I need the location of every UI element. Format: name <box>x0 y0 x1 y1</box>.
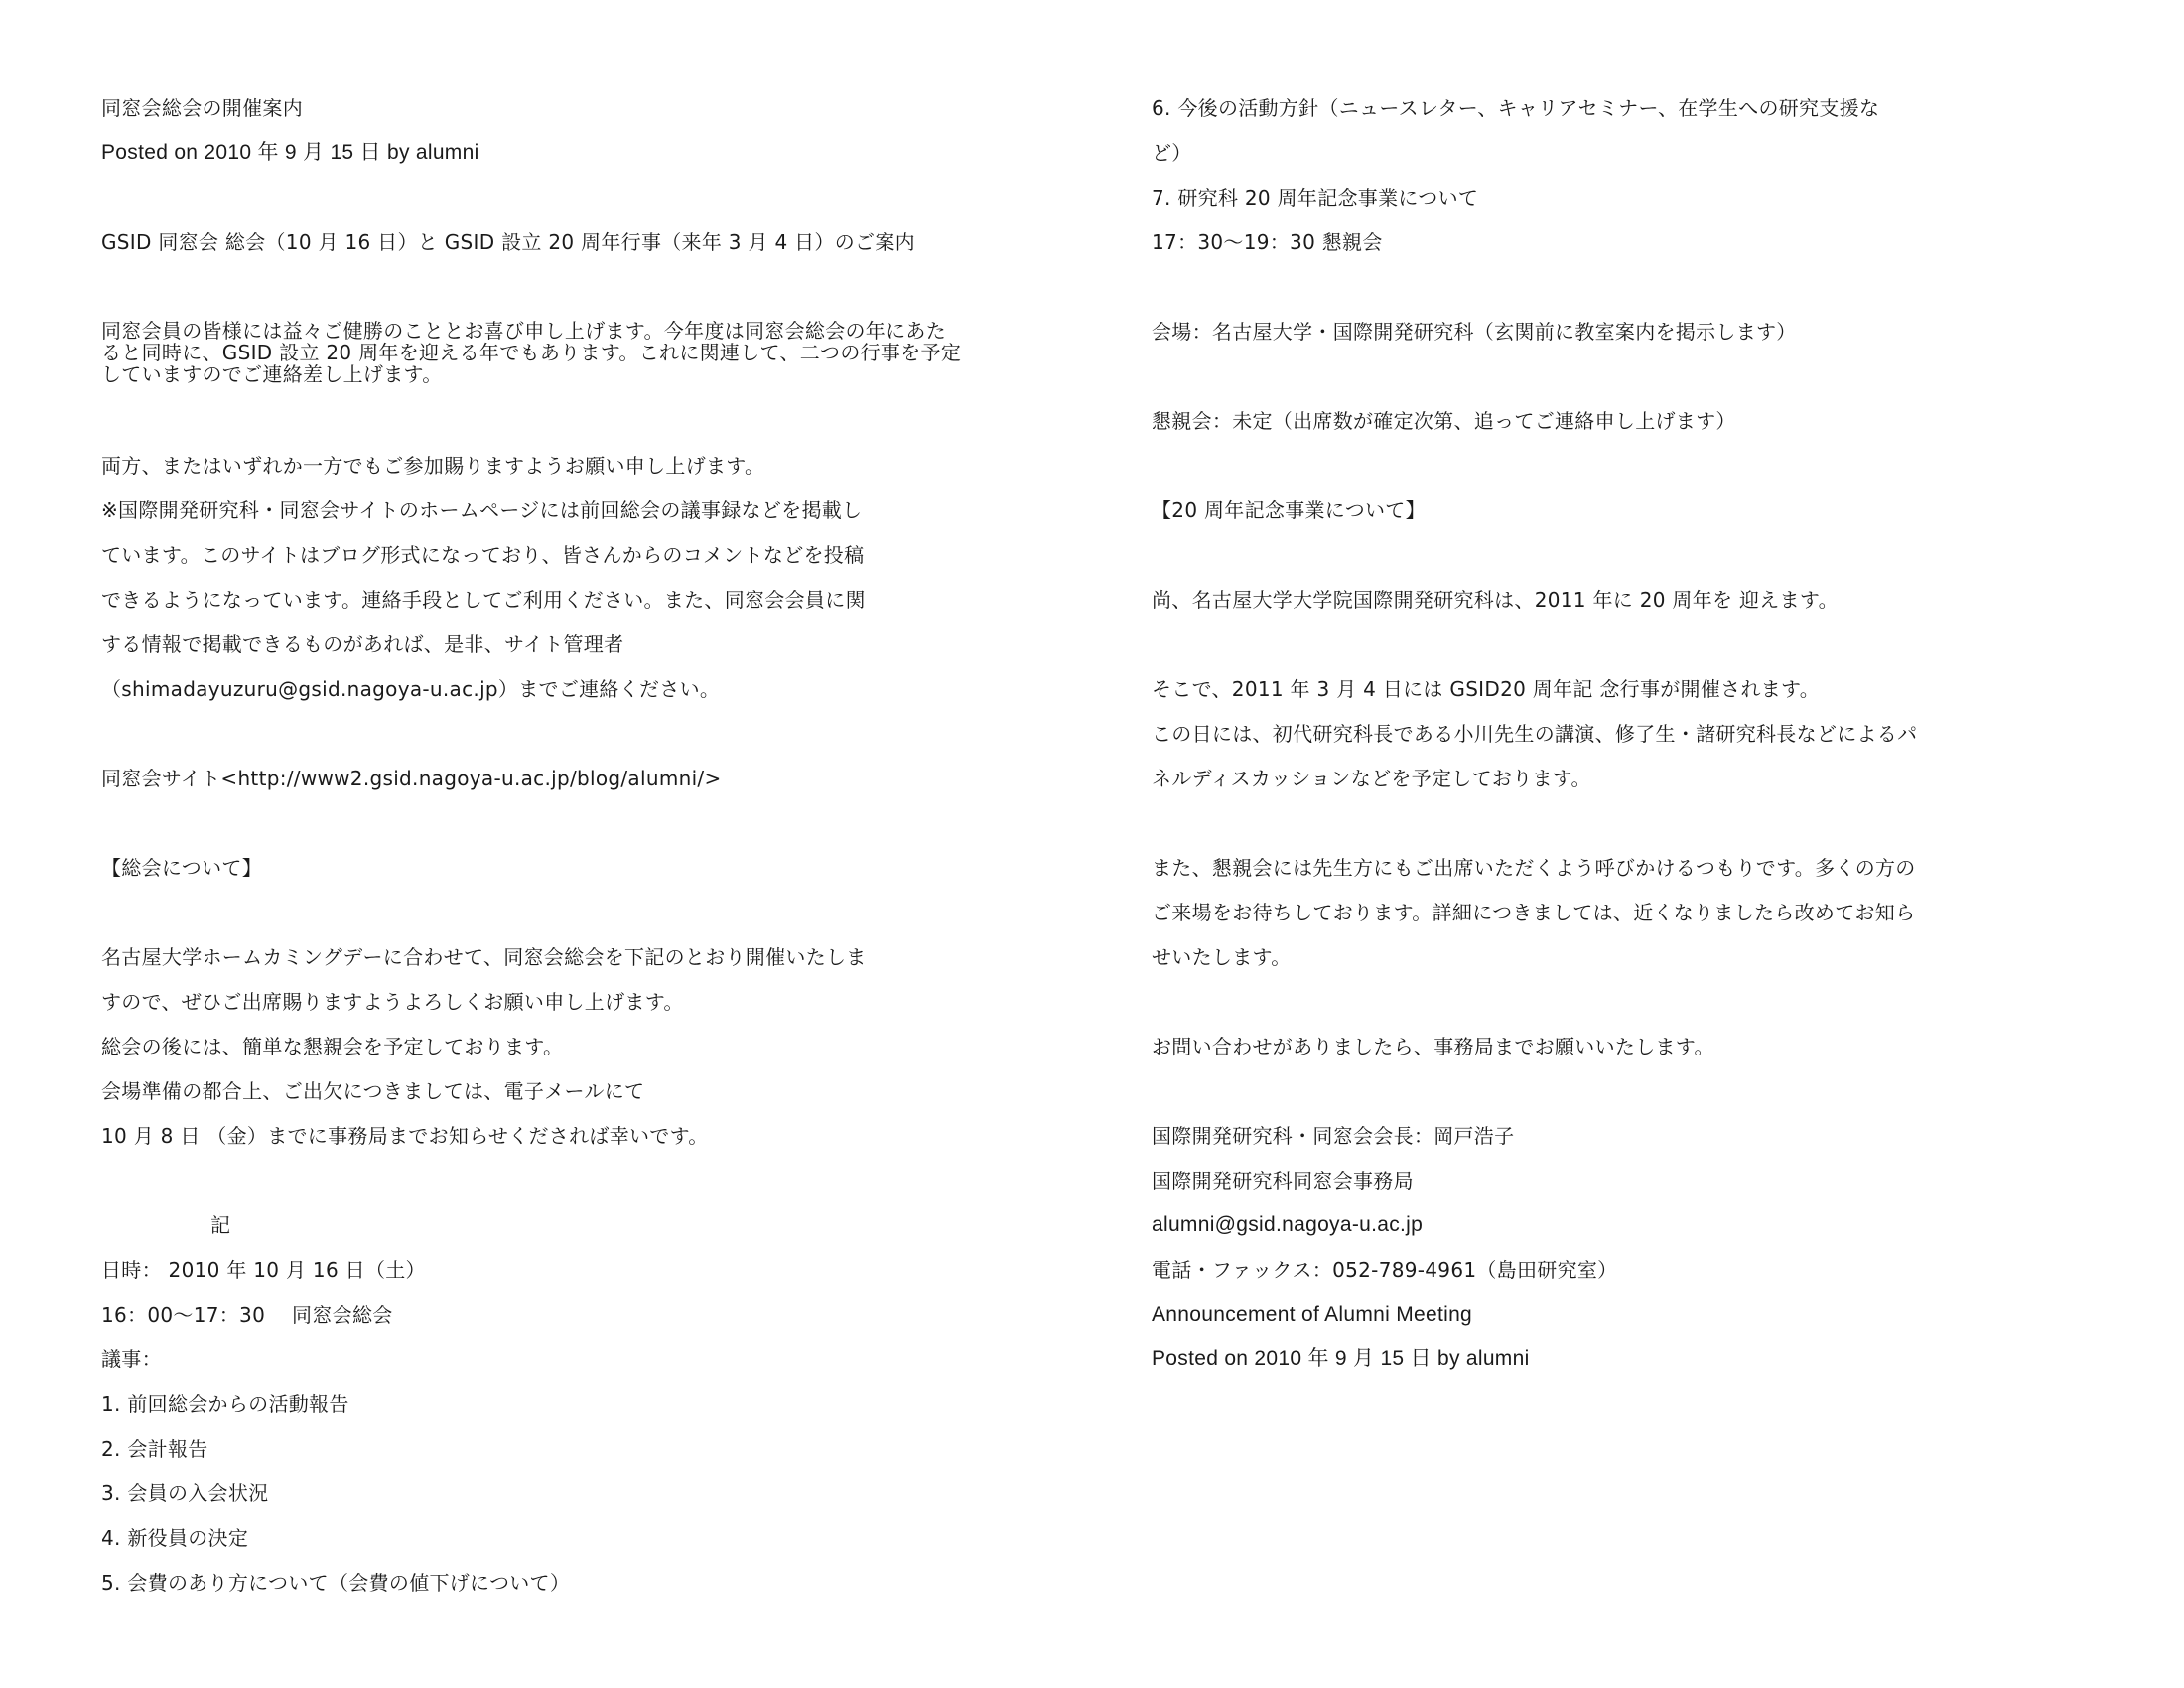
contact-text: お問い合わせがありましたら、事務局までお願いいたします。 <box>1152 1035 1714 1058</box>
english-post-title: Announcement of Alumni Meeting <box>1152 1303 1473 1326</box>
note-line: ※国際開発研究科・同窓会サイトのホームページには前回総会の議事録などを掲載し <box>101 498 863 522</box>
section-heading-meeting: 【総会について】 <box>101 856 262 880</box>
signature-president: 国際開発研究科・同窓会会長：岡戸浩子 <box>1152 1124 1515 1148</box>
meeting-line: 総会の後には、簡単な懇親会を予定しております。 <box>101 1035 564 1058</box>
section-heading-anniversary: 【20 周年記念事業について】 <box>1152 498 1426 522</box>
note-line: する情報で掲載できるものがあれば、是非、サイト管理者 <box>101 633 624 656</box>
agenda-item: 6. 今後の活動方針（ニュースレター、キャリアセミナー、在学生への研究支援な <box>1152 96 1880 120</box>
party-invite-line: また、懇親会には先生方にもご出席いただくよう呼びかけるつもりです。多くの方の <box>1152 856 1916 880</box>
greeting-line: 同窓会員の皆様には益々ご健勝のこととお喜び申し上げます。今年度は同窓会総会の年にあた <box>101 319 946 343</box>
party-invite-line: ご来場をお待ちしております。詳細につきましては、近くなりましたら改めてお知ら <box>1152 901 1916 924</box>
post-meta: Posted on 2010 年 9 月 15 日 by alumni <box>101 141 479 164</box>
greeting-line: していますのでご連絡差し上げます。 <box>101 362 443 386</box>
headline: GSID 同窓会 総会（10 月 16 日）と GSID 設立 20 周年行事（来年 3 月 4 日）のご案内 <box>101 230 915 254</box>
party-time: 17：30～19：30 懇親会 <box>1152 230 1383 254</box>
agenda-item: 7. 研究科 20 周年記念事業について <box>1152 186 1479 210</box>
note-line: できるようになっています。連絡手段としてご利用ください。また、同窓会会員に関 <box>101 588 866 612</box>
meeting-line: すので、ぜひご出席賜りますようよろしくお願い申し上げます。 <box>101 990 684 1014</box>
greeting-line: ると同時に、GSID 設立 20 周年を迎える年でもあります。これに関連して、二つの行事を予定 <box>101 341 962 364</box>
agenda-label: 議事： <box>101 1347 162 1371</box>
note-email-line: （shimadayuzuru@gsid.nagoya-u.ac.jp）までご連絡ください。 <box>101 677 721 701</box>
agenda-item: 3. 会員の入会状況 <box>101 1481 269 1505</box>
english-post-meta: Posted on 2010 年 9 月 15 日 by alumni <box>1152 1347 1530 1370</box>
agenda-item: 1. 前回総会からの活動報告 <box>101 1392 349 1416</box>
ki-marker: 記 <box>210 1213 231 1237</box>
agenda-item-cont: ど） <box>1152 141 1192 165</box>
agenda-item: 2. 会計報告 <box>101 1437 208 1461</box>
right-column <box>1092 0 2184 1688</box>
anniversary-text: 尚、名古屋大学大学院国際開発研究科は、2011 年に 20 周年を 迎えます。 <box>1152 588 1839 612</box>
anniversary-line: この日には、初代研究科長である小川先生の講演、修了生・諸研究科長などによるパ <box>1152 722 1918 746</box>
anniversary-line: そこで、2011 年 3 月 4 日には GSID20 周年記 念行事が開催されます。 <box>1152 677 1821 701</box>
meeting-line: 10 月 8 日 （金）までに事務局までお知らせくだされば幸いです。 <box>101 1124 709 1148</box>
venue-text: 会場：名古屋大学・国際開発研究科（玄関前に教室案内を掲示します） <box>1152 320 1797 344</box>
signature-email: alumni@gsid.nagoya-u.ac.jp <box>1152 1213 1424 1236</box>
request-text: 両方、またはいずれか一方でもご参加賜りますようお願い申し上げます。 <box>101 454 765 478</box>
meeting-time: 16：00～17：30 同窓会総会 <box>101 1303 393 1327</box>
party-text: 懇親会：未定（出席数が確定次第、追ってご連絡申し上げます） <box>1152 409 1736 433</box>
meeting-line: 名古屋大学ホームカミングデーに合わせて、同窓会総会を下記のとおり開催いたしま <box>101 945 867 969</box>
meeting-datetime: 日時： 2010 年 10 月 16 日（土） <box>101 1258 426 1282</box>
party-invite-line: せいたします。 <box>1152 945 1292 969</box>
site-link-text: 同窓会サイト<http://www2.gsid.nagoya-u.ac.jp/blog/alumni/> <box>101 767 722 790</box>
anniversary-line: ネルディスカッションなどを予定しております。 <box>1152 767 1591 790</box>
agenda-item: 5. 会費のあり方について（会費の値下げについて） <box>101 1571 571 1595</box>
agenda-item: 4. 新役員の決定 <box>101 1526 249 1550</box>
meeting-line: 会場準備の都合上、ご出欠につきましては、電子メールにて <box>101 1079 645 1103</box>
signature-phone: 電話・ファックス：052-789-4961（島田研究室） <box>1152 1258 1618 1282</box>
signature-office: 国際開発研究科同窓会事務局 <box>1152 1169 1414 1193</box>
post-title: 同窓会総会の開催案内 <box>101 96 303 120</box>
note-line: ています。このサイトはブログ形式になっており、皆さんからのコメントなどを投稿 <box>101 543 865 567</box>
